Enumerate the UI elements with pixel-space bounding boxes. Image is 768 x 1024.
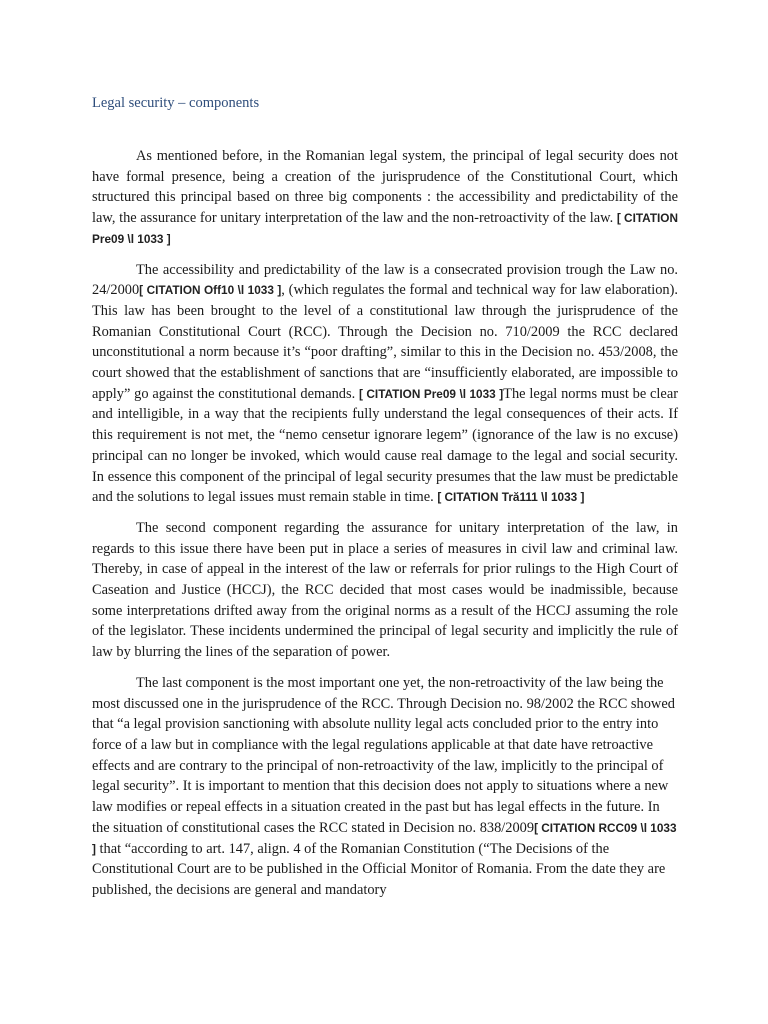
text-segment: The second component regarding the assurance for unitary interpretation of the law, in regards to this issue there have been put in place a series of measures in civil law and criminal law. Thereby, in case of appeal in the interest of the law or referrals for prior rulings to the High Court of Caseation and Justice (HCCJ), the RCC decided that most cases would be inadmissible, because some interpretations drifted away from the original norms as a result of the HCCJ assuming the role of the legislator. These incidents undermined the principal of legal security and implicitly the rule of law by blurring the lines of the separation of power. bbox=[92, 519, 678, 661]
text-segment: , (which regulates the formal and technical way for law elaboration). This law has been brought to the level of a constitutional law through the jurisprudence of the Romanian Constitutional Court (RCC). Through the Decision no. 710/2009 the RCC declared unconstitutional a norm because it’s “poor drafting”, similar to this in the Decision no. 453/2008, the court showed that the establishment of sanctions that are “insufficiently elaborated, are impossible to apply” go against the constitutional demands. bbox=[92, 282, 679, 402]
citation-field: [ CITATION Pre09 \l 1033 ] bbox=[92, 211, 678, 246]
text-segment: The last component is the most important one yet, the non-retroactivity of the law being the most discussed one in the jurisprudence of the RCC. Through Decision no. 98/2002 the RCC showed that “a legal provision sanctioning with absolute nullity legal acts concluded prior to the entry into force of a law but in compliance with the legal regulations applicable at that date have retroactive effects and are contrary to the principal of non-retroactivity of the law, implicitly to the principal of legal security”. It is important to mention that this decision does not apply to situations where a new law modifies or repeal effects in a situation created in the past but has legal effects in the future. In the situation of constitutional cases the RCC stated in Decision no. 838/2009 bbox=[92, 674, 675, 836]
paragraph bbox=[92, 518, 678, 663]
citation-field: [ CITATION RCC09 \l 1033 ] bbox=[92, 820, 677, 856]
paragraph bbox=[92, 146, 678, 250]
citation-field: [ CITATION Tră111 \l 1033 ] bbox=[437, 490, 585, 505]
paragraph bbox=[92, 260, 678, 508]
text-segment: The legal norms must be clear and intelligible, in a way that the recipients fully understand the legal consequences of their acts. If this requirement is not met, the “nemo censetur ignorare legem” (ignorance of the law is no excuse) principal can no longer be invoked, which would cause real damage to the legal and social security. In essence this component of the principal of legal security presumes that the law must be predictable and the solutions to legal issues must remain stable in time. bbox=[92, 385, 678, 506]
text-segment: As mentioned before, in the Romanian legal system, the principal of legal security does not have formal presence, being a creation of the jurisprudence of the Constitutional Court, which structured this principal based on three big components : the accessibility and predictability of the law, the assurance for unitary interpretation of the law and the non-retroactivity of the law. bbox=[92, 148, 678, 227]
citation-field: [ CITATION Pre09 \l 1033 ] bbox=[359, 386, 504, 401]
paragraph bbox=[92, 673, 678, 901]
document-body bbox=[92, 146, 678, 911]
section-heading: Legal security – components bbox=[92, 95, 260, 111]
text-segment: that “according to art. 147, align. 4 of the Romanian Constitution (“The Decisions of the Constitutional Court are to be published in the Official Monitor of Romania. From the date they are published, the decisions are general and mandatory bbox=[92, 840, 666, 898]
citation-field: [ CITATION Off10 \l 1033 ] bbox=[139, 283, 282, 298]
text-segment: The accessibility and predictability of the law is a consecrated provision trough the Law no. 24/2000 bbox=[92, 261, 678, 299]
